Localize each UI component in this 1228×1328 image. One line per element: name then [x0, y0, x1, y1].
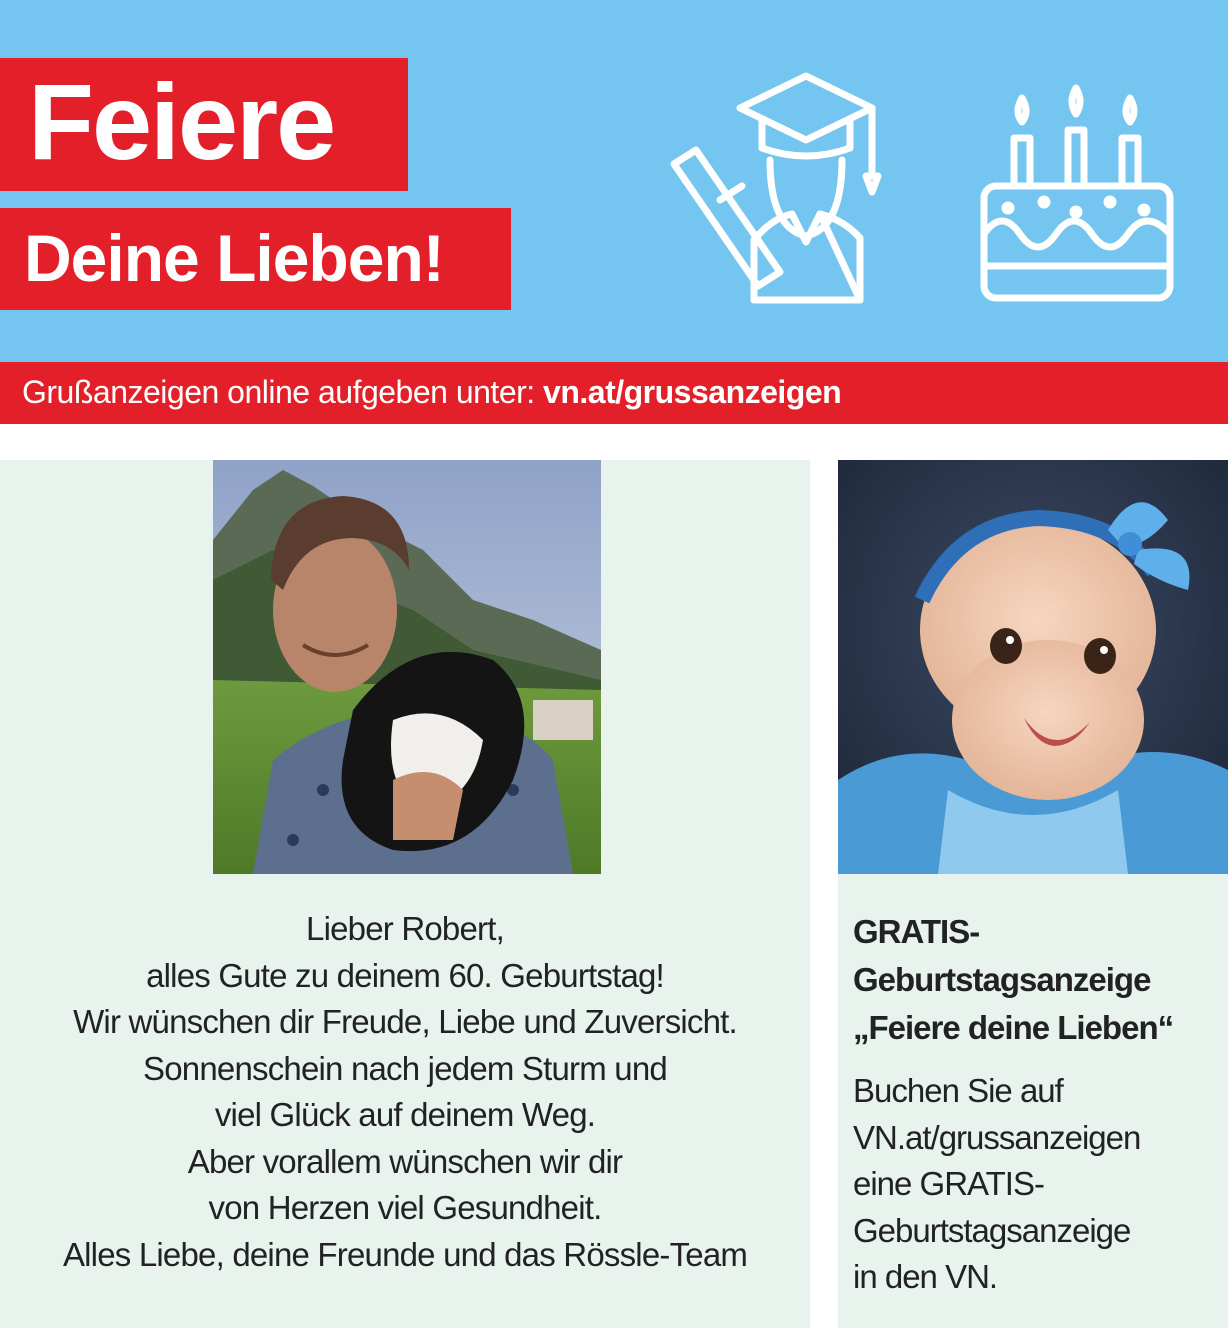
promo-link[interactable]: VN.at/grussanzeigen [853, 1118, 1141, 1156]
man-with-puppy-photo [213, 460, 601, 874]
info-bar [0, 362, 1228, 424]
website-link[interactable]: vn.at/grussanzeigen [543, 374, 842, 410]
promo-description: Buchen Sie auf VN.at/grussanzeigen eine GRATIS- Geburtstagsanzeige in den VN. [853, 1072, 1141, 1296]
birthday-cake-icon [978, 84, 1176, 304]
info-bar-text: Grußanzeigen online aufgeben unter: vn.at/grussanzeigen [22, 374, 842, 410]
headline-deine-lieben: Deine Lieben! [24, 221, 444, 295]
baby-photo [838, 460, 1228, 874]
headline-feiere: Feiere [28, 61, 335, 182]
graduate-icon [668, 68, 883, 306]
promo-heading: GRATIS- Geburtstagsanzeige „Feiere deine Lieben“ [853, 913, 1174, 1046]
greeting-text: Lieber Robert, alles Gute zu deinem 60. Geburtstag! Wir wünschen dir Freude, Liebe und Zuversicht. Sonnenschein nach jedem Sturm und viel Glück auf deinem Weg. Aber vorallem wünschen wir dir von Herzen viel Gesundheit. Alles Liebe, deine Freunde und das Rössle-Team [62, 910, 748, 1273]
